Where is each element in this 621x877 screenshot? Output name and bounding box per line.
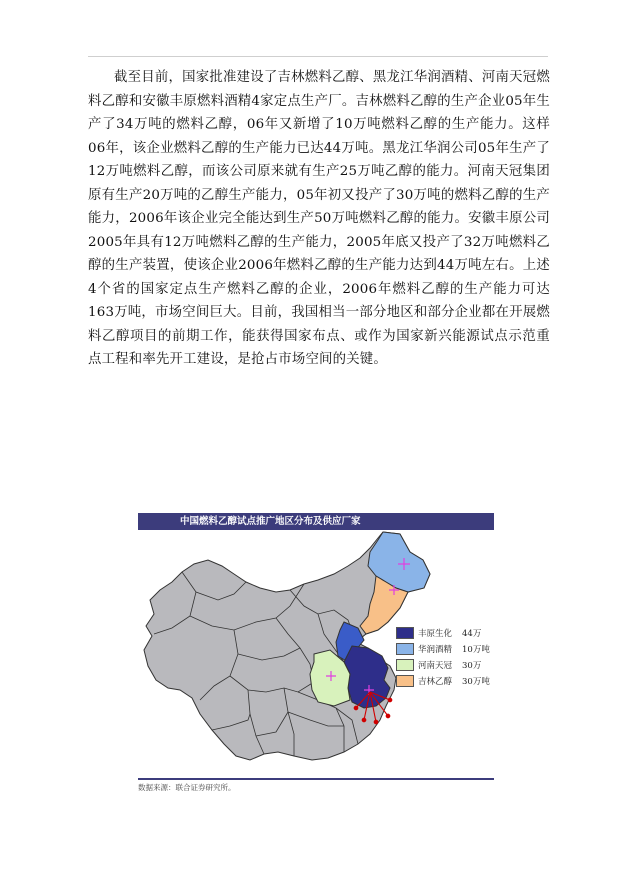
region-anhui-group xyxy=(344,646,390,708)
legend-item xyxy=(396,657,494,673)
legend-item xyxy=(396,673,494,689)
legend-item xyxy=(396,641,494,657)
legend-swatch xyxy=(396,643,414,655)
legend-value: 30万 xyxy=(462,661,482,671)
legend-name: 河南天冠 xyxy=(418,661,453,671)
figure-bottom-rule xyxy=(138,778,494,780)
figure-source: 数据来源：联合证券研究所。 xyxy=(138,783,236,792)
legend-swatch xyxy=(396,675,414,687)
body-paragraph: 截至目前，国家批准建设了吉林燃料乙醇、黑龙江华润酒精、河南天冠燃料乙醇和安徽丰原燃料酒精4家定点生产厂。吉林燃料乙醇的生产企业05年生产了34万吨的燃料乙醇，06年又新增了10万吨燃料乙醇的生产能力。这样06年，该企业燃料乙醇的生产能力已达44万吨。黑龙江华润公司05年生产了12万吨燃料乙醇，而该公司原来就有生产25万吨乙醇的能力。河南天冠集团原有生产20万吨的乙醇生产能力，05年初又投产了30万吨的燃料乙醇的生产能力，2006年该企业完全能达到生产50万吨燃料乙醇的能力。安徽丰原公司2005年具有12万吨燃料乙醇的生产能力，2005年底又投产了32万吨燃料乙醇的生产装置，使该企业2006年燃料乙醇的生产能力达到44万吨左右。上述4个省的国家定点生产燃料乙醇的企业，2006年燃料乙醇的生产能力可达163万吨，市场空间巨大。目前，我国相当一部分地区和部分企业都在开展燃料乙醇项目的前期工作，能获得国家布点、或作为国家新兴能源试点示范重点工程和率先开工建设，是抢占市场空间的关键。 xyxy=(88,70,550,367)
legend-swatch xyxy=(396,659,414,671)
legend-item xyxy=(396,625,494,641)
figure-title: 中国燃料乙醇试点推广地区分布及供应厂家 xyxy=(138,513,494,530)
legend-name: 华润酒精 xyxy=(418,645,453,655)
header-rule xyxy=(88,56,548,57)
map-figure xyxy=(138,513,494,793)
legend-name: 吉林乙醇 xyxy=(418,677,453,687)
map-legend xyxy=(396,625,494,689)
legend-value: 30万吨 xyxy=(462,677,490,687)
legend-value: 10万吨 xyxy=(462,645,490,655)
legend-name: 丰原生化 xyxy=(418,629,453,639)
legend-swatch xyxy=(396,627,414,639)
legend-value: 44万 xyxy=(462,629,482,639)
